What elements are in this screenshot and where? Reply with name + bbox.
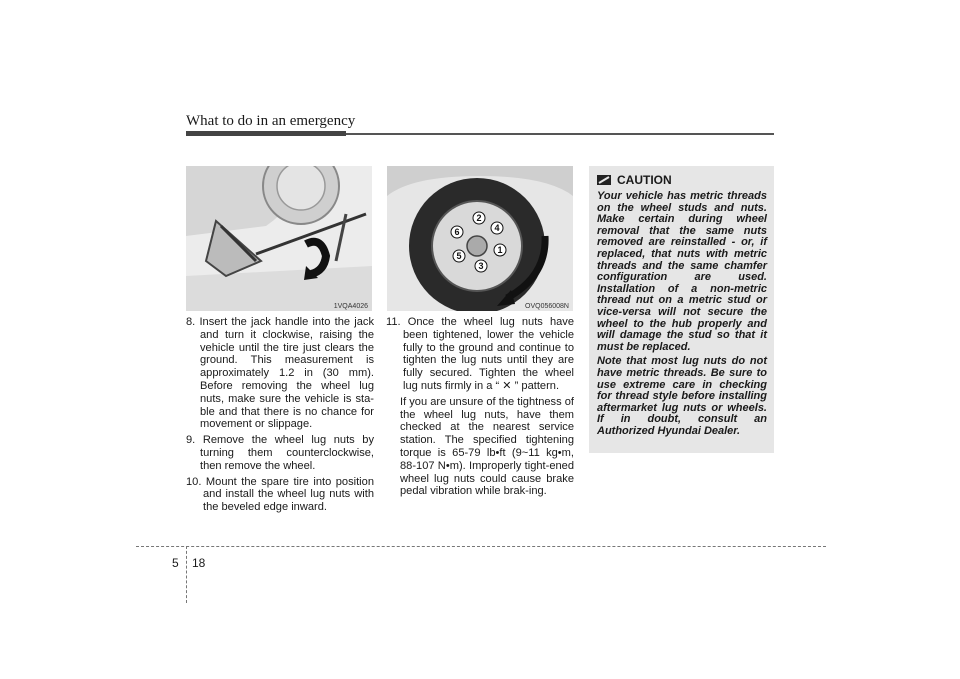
caution-heading-text: CAUTION: [617, 173, 672, 187]
middle-text-column: [386, 316, 574, 498]
chapter-number: 5: [172, 556, 179, 570]
jack-illustration: [186, 166, 372, 311]
step-9: 9. Remove the wheel lug nuts by turning them counterclockwise, then remove the wheel.: [186, 434, 374, 472]
page-number: 18: [192, 556, 206, 570]
footer-rule: [136, 546, 826, 547]
jack-drawing: [186, 166, 372, 311]
figure-code-left: 1VQA4026: [333, 303, 368, 310]
page-header-title: What to do in an emergency: [186, 113, 356, 129]
figure-code-right: OVQ056008N: [525, 303, 569, 310]
step-10: 10. Mount the spare tire into position and install the wheel lug nuts with the beveled edge inward.: [186, 475, 374, 514]
header-accent-bar: [186, 131, 346, 136]
caution-icon: [597, 175, 611, 185]
lug-nut-2: 2: [476, 213, 482, 223]
wheel-drawing: [387, 166, 573, 311]
lug-nut-3: 3: [478, 261, 484, 271]
footer-vertical-rule: [186, 546, 187, 603]
step-8: 8. Insert the jack handle into the jack and turn it clockwise, raising the vehicle until the tire just clears the ground. This measurement is approximately 1.2 in (30 mm). Before removing the wheel lug nuts, make sure the vehicle is sta-ble and that there is no chance for movement or slippage.: [186, 316, 374, 431]
caution-box: [589, 166, 774, 453]
step-11-note: If you are unsure of the tightness of the wheel lug nuts, have them checked at the nearest service station. The specified tightening torque is 65-79 lb•ft (9~11 kg•m, 88-107 N•m). Improperly tight-ened wheel lug nuts could cause brake pedal vibration while brak-ing.: [400, 395, 574, 498]
lug-nut-1: 1: [497, 245, 503, 255]
caution-paragraph-1: Your vehicle has metric threads on the wheel studs and nuts. Make certain during wheel removal that the same nuts removed are reinstalled - or, if replaced, that nuts with metric threads and the same chamfer configuration are used. Installation of a non-metric thread nut on a metric stud or vice-versa will not secure the wheel to the hub properly and will damage the stud so that it must be replaced.: [597, 190, 767, 353]
caution-paragraph-2: Note that most lug nuts do not have metric threads. Be sure to use extreme care in checking for thread style before installing aftermarket lug nuts or wheels. If in doubt, consult an Authorized Hyundai Dealer.: [597, 355, 767, 437]
lug-nut-5: 5: [456, 251, 462, 261]
lug-nut-4: 4: [494, 223, 500, 233]
lug-nut-6: 6: [454, 227, 460, 237]
step-11: 11. Once the wheel lug nuts have been tightened, lower the vehicle fully to the ground and continue to tighten the lug nuts until they are fully secured. Tighten the wheel lug nuts firmly in a “ ✕ ” pattern.: [386, 316, 574, 392]
wheel-illustration: [387, 166, 573, 311]
caution-heading: [597, 173, 767, 187]
left-text-column: [186, 316, 374, 517]
